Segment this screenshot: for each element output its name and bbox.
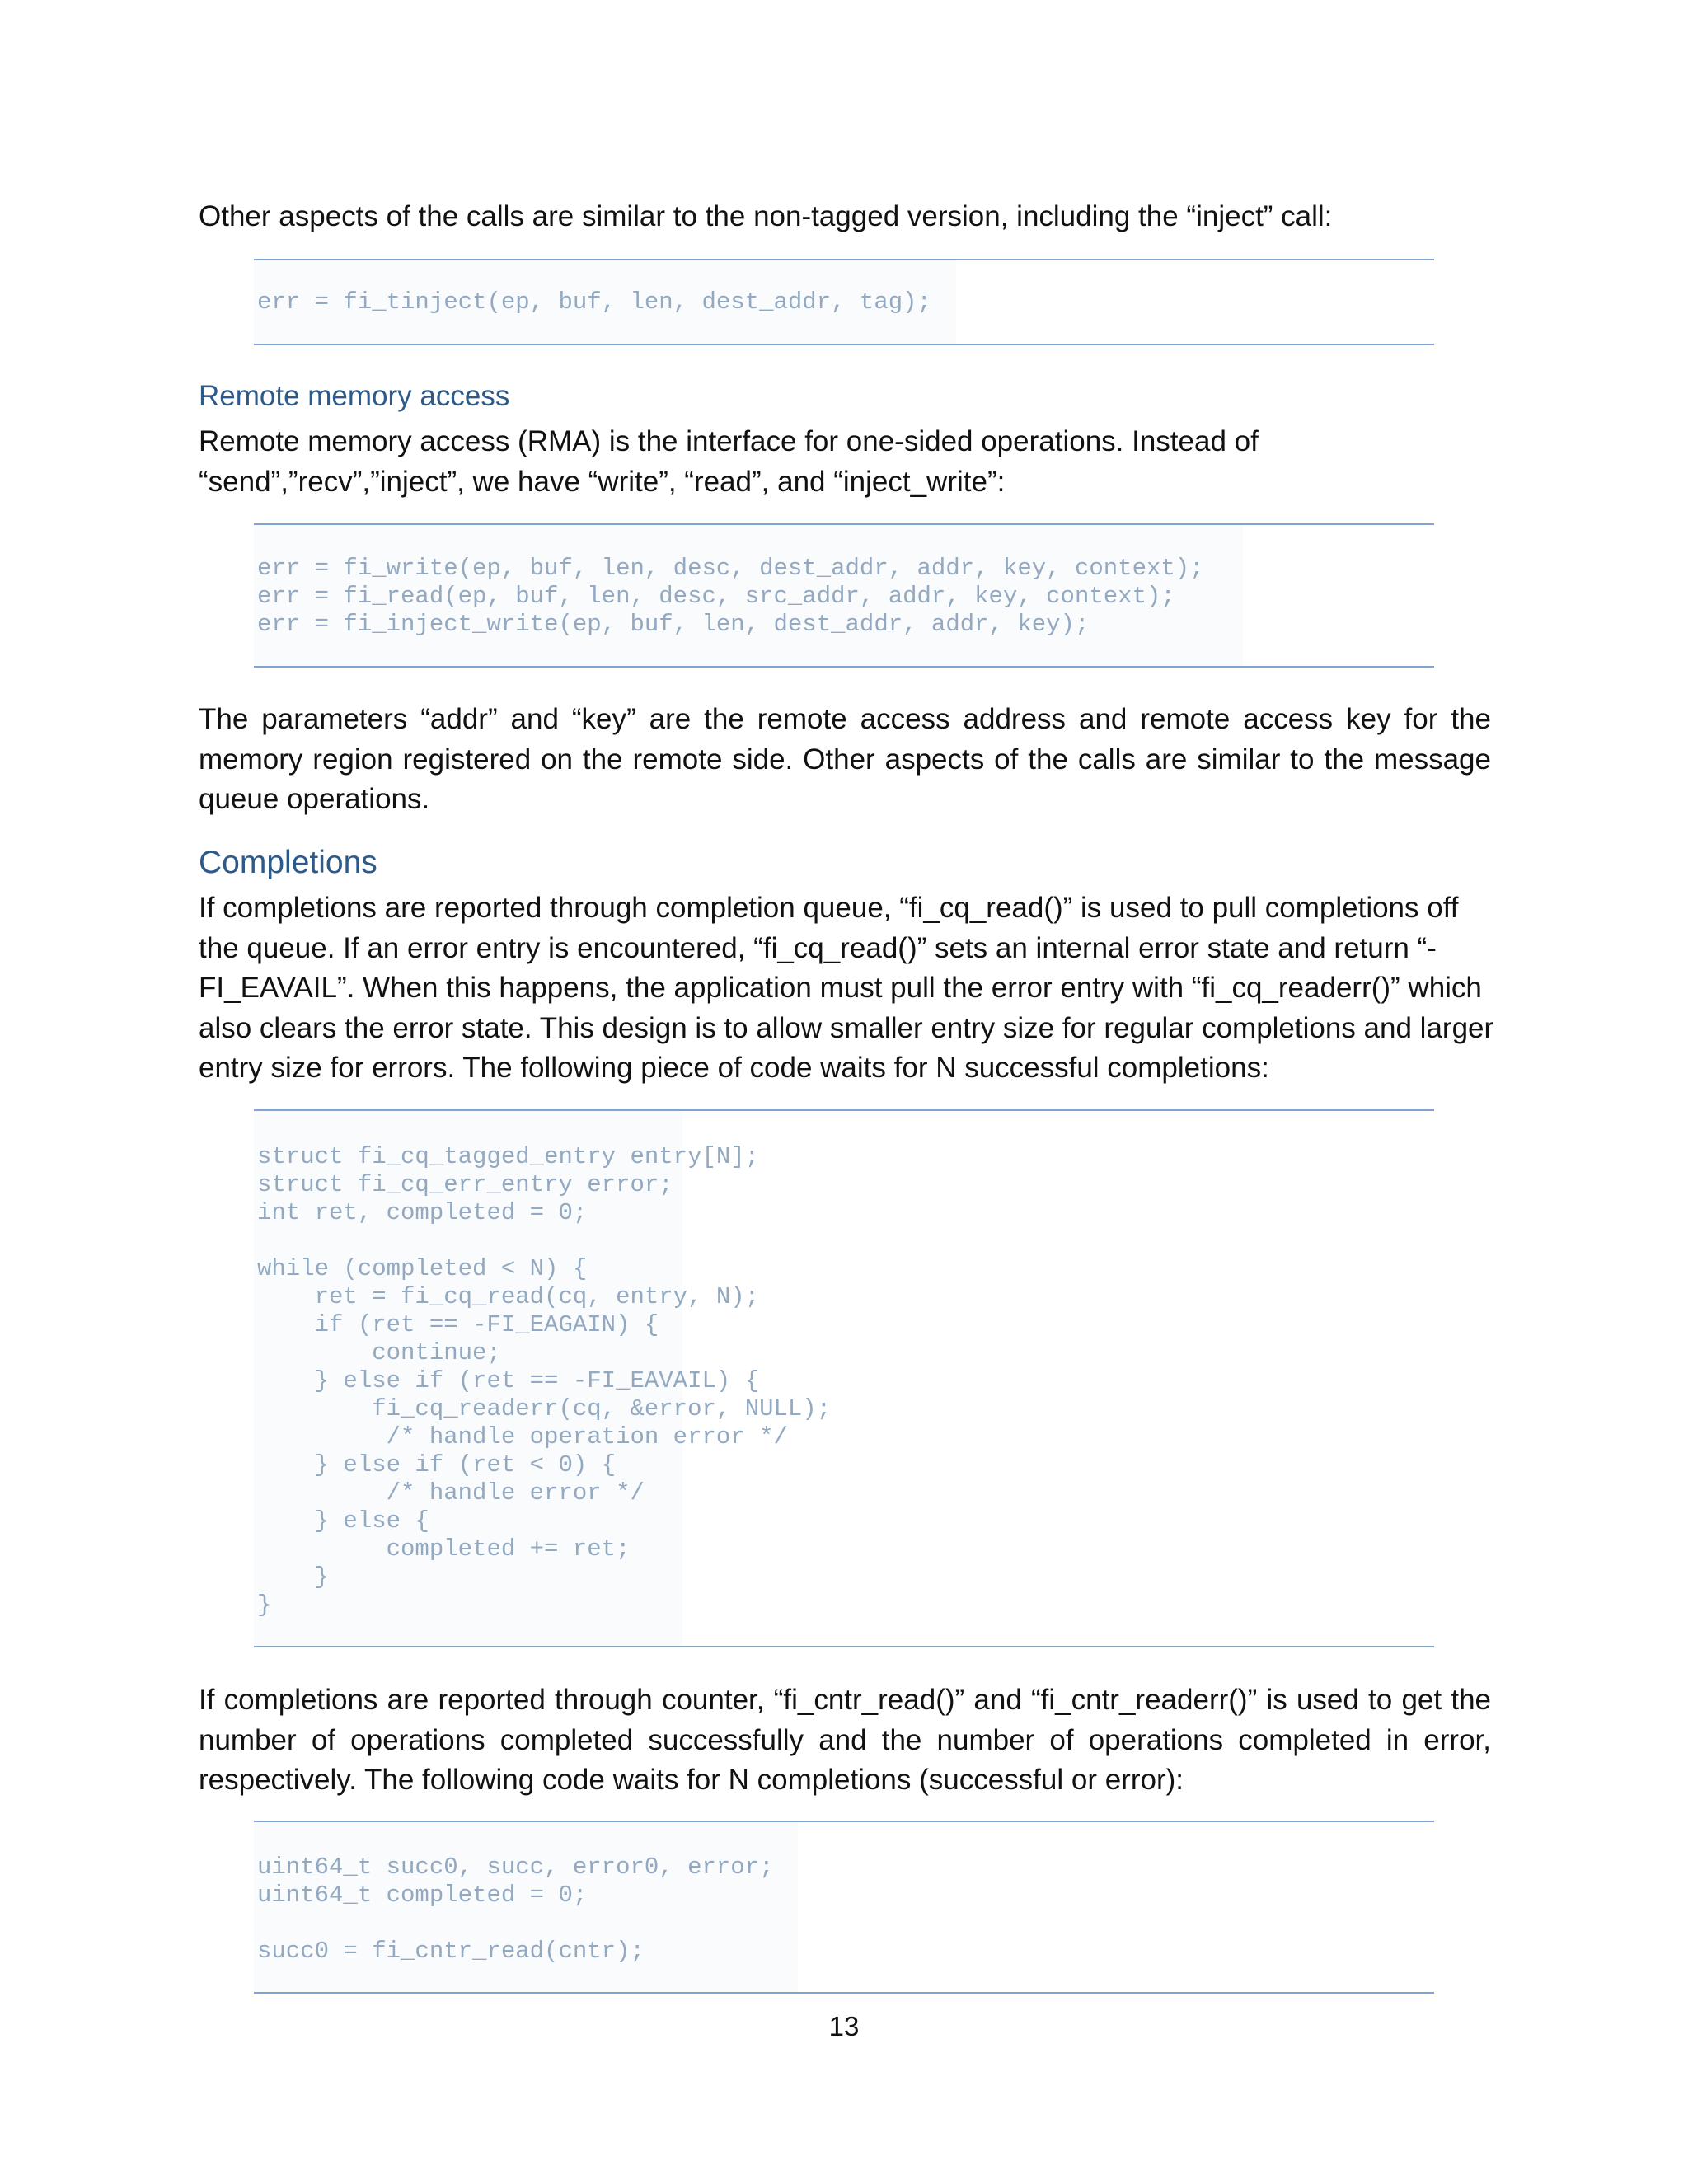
- rma-after-paragraph: The parameters “addr” and “key” are the remote access address and remote access key for the memory region registered on the remote side. Other aspects of the calls are similar to the message queue operations.: [199, 703, 1491, 815]
- heading-remote-memory-access: Remote memory access: [199, 380, 510, 412]
- counter-paragraph: If completions are reported through counter, “fi_cntr_read()” and “fi_cntr_readerr()” is used to get the number of operations completed successfully and the number of operations completed in error, respectively. The following code waits for N completions (successful or error):: [199, 1684, 1491, 1796]
- rma-paragraph: Remote memory access (RMA) is the interface for one-sided operations. Instead of “send”,”recv”,”inject”, we have “write”, “read”, and “inject_write”:: [199, 425, 1259, 498]
- heading-completions: Completions: [199, 845, 377, 880]
- code-inject: err = fi_tinject(ep, buf, len, dest_addr, tag);: [257, 288, 931, 316]
- code-rma: err = fi_write(ep, buf, len, desc, dest_addr, addr, key, context); err = fi_read(ep, buf, len, desc, src_addr, addr, key, context); err = fi_inject_write(ep, buf, len, dest_addr, addr, key);: [257, 555, 1204, 638]
- code-block-cq: [254, 1109, 1434, 1647]
- code-cntr: uint64_t succ0, succ, error0, error; uint64_t completed = 0; succ0 = fi_cntr_read(cntr);: [257, 1854, 774, 1965]
- intro-paragraph: Other aspects of the calls are similar to the non-tagged version, including the “inject” call:: [199, 200, 1333, 232]
- page-number: 13: [828, 2011, 860, 2041]
- code-block-cntr: [254, 1821, 1434, 1994]
- code-block-rma: [254, 523, 1434, 668]
- code-block-inject: [254, 259, 1434, 345]
- completions-paragraph: If completions are reported through completion queue, “fi_cq_read()” is used to pull completions off the queue. If an error entry is encountered, “fi_cq_read()” sets an internal error state and return “-FI_EAVAIL”. When this happens, the application must pull the error entry with “fi_cq_readerr()” which also clears the error state. This design is to allow smaller entry size for regular completions and larger entry size for errors. The following piece of code waits for N successful completions:: [199, 892, 1494, 1084]
- code-cq: struct fi_cq_tagged_entry entry[N]; struct fi_cq_err_entry error; int ret, completed = 0; while (completed < N) { ret = fi_cq_read(cq, entry, N); if (ret == -FI_EAGAIN) { continue; } else if (ret == -FI_EAVAIL) { fi_cq_readerr(cq, &error, NULL); /* handle operation error */ } else if (ret < 0) { /* handle error */ } else { completed += ret; } }: [257, 1143, 832, 1619]
